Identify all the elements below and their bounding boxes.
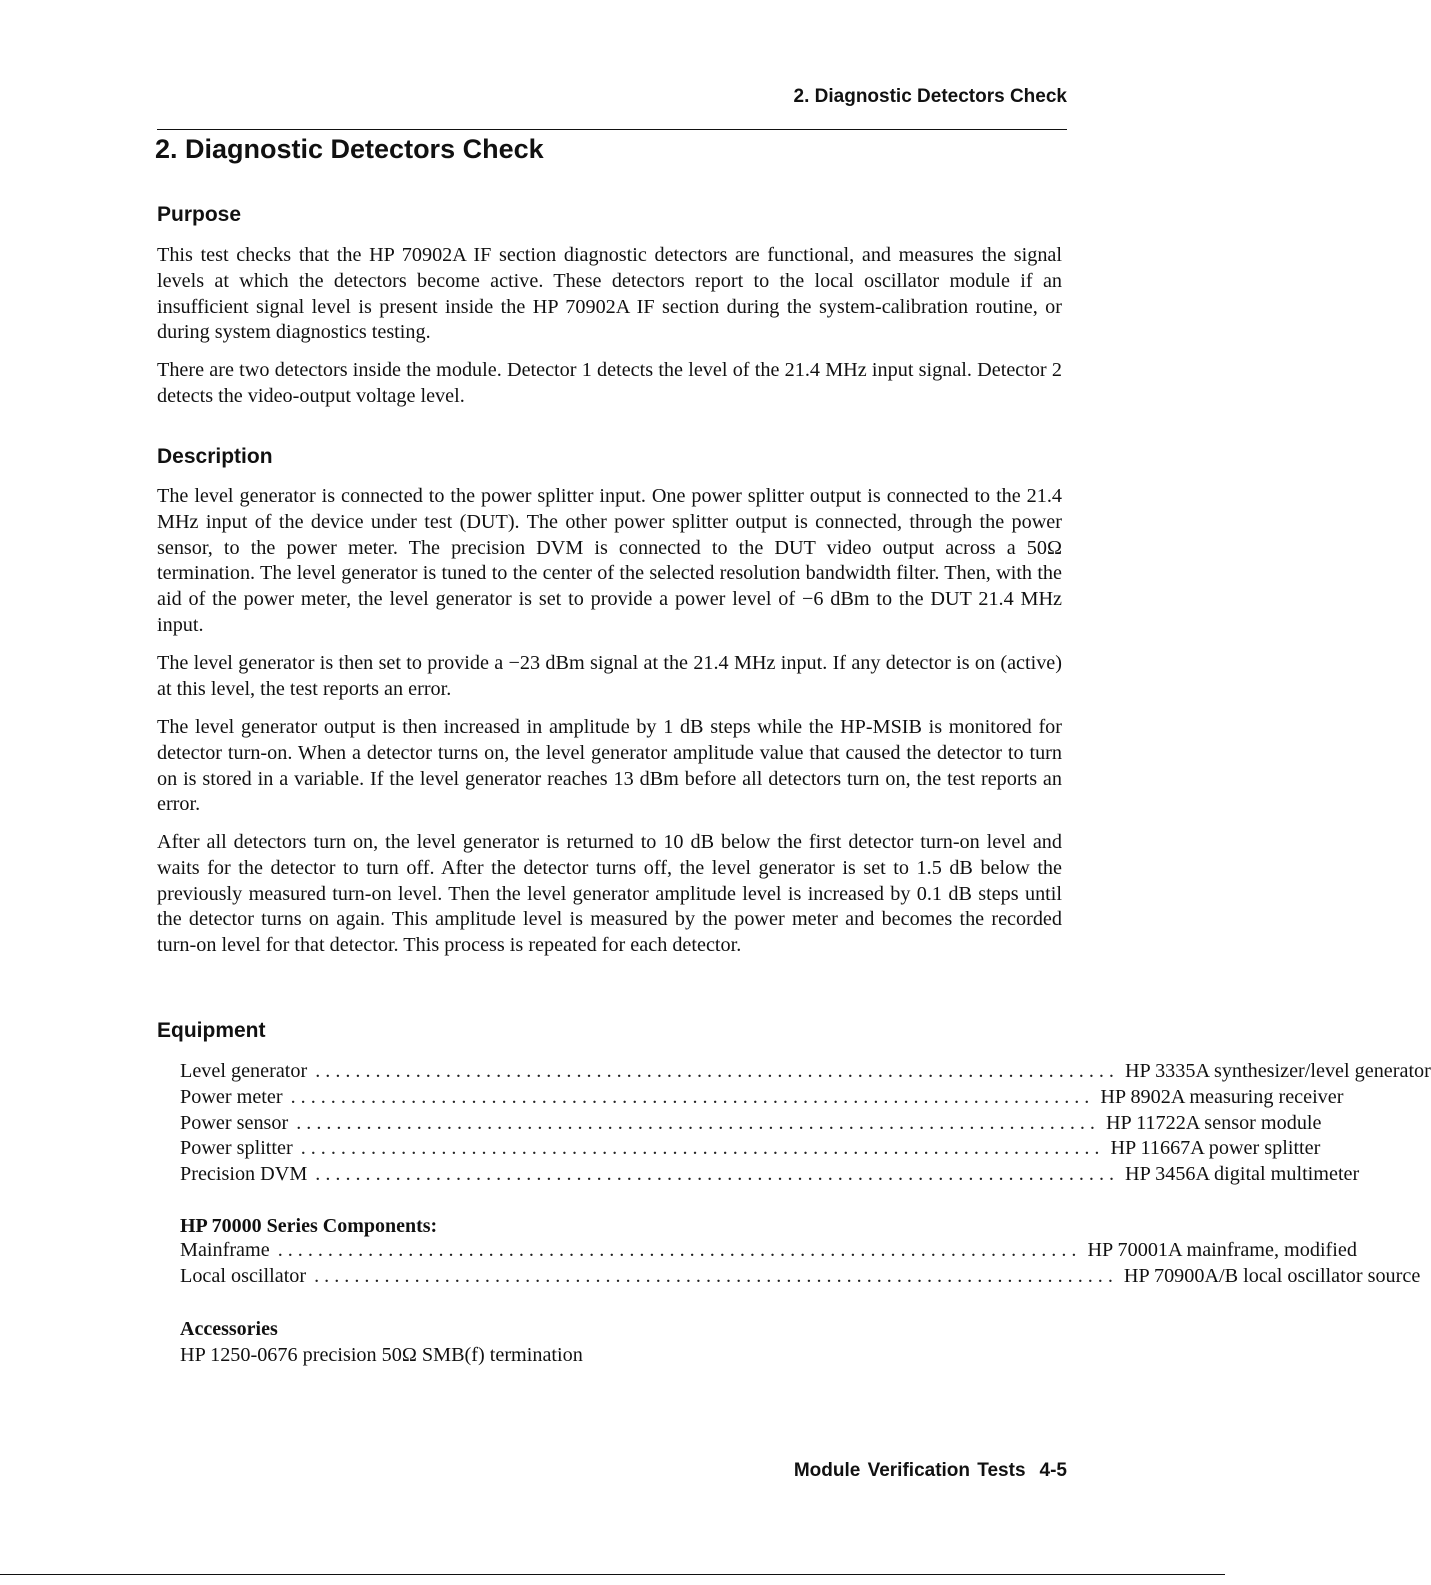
dot-leader: ................................................................................	[290, 1085, 1095, 1108]
dot-leader: ................................................................................	[296, 1111, 1100, 1134]
dot-leader: ................................................................................	[277, 1239, 1082, 1261]
page-title: 2. Diagnostic Detectors Check	[155, 134, 544, 164]
equipment-model: HP 8902A measuring receiver	[1100, 1085, 1344, 1108]
accessory-item: HP 1250-0676 precision 50Ω SMB(f) termination	[180, 1344, 583, 1366]
component-name: Local oscillator	[180, 1264, 307, 1287]
equipment-name: Power splitter	[180, 1137, 293, 1160]
dot-leader: ................................................................................	[300, 1137, 1105, 1160]
equipment-name: Precision DVM	[180, 1163, 308, 1186]
page-number: 4-5	[1039, 1460, 1067, 1481]
accessories-heading: Accessories	[180, 1318, 278, 1340]
equipment-heading: Equipment	[157, 1019, 266, 1042]
component-item	[180, 1239, 1357, 1265]
component-name: Mainframe	[180, 1239, 270, 1261]
bottom-rule	[0, 1574, 1225, 1575]
equipment-name: Level generator	[180, 1060, 308, 1082]
equipment-model: HP 3335A synthesizer/level generator	[1124, 1060, 1431, 1082]
header-rule	[157, 129, 1067, 130]
description-paragraph-2: The level generator is then set to provide a −23 dBm signal at the 21.4 MHz input. If any detector is on (active) at this level, the test reports an error.	[157, 652, 1062, 700]
equipment-list	[180, 1060, 1431, 1189]
components-list	[180, 1239, 1421, 1291]
equipment-item	[180, 1137, 1321, 1163]
equipment-model: HP 11722A sensor module	[1105, 1111, 1322, 1134]
page-footer	[794, 1460, 1067, 1482]
equipment-model: HP 3456A digital multimeter	[1125, 1163, 1360, 1186]
equipment-item	[180, 1111, 1322, 1138]
equipment-name: Power meter	[180, 1085, 283, 1108]
purpose-paragraph-2: There are two detectors inside the module. Detector 1 detects the level of the 21.4 MHz input signal. Detector 2 detects the video-output voltage level.	[157, 359, 1062, 407]
equipment-model: HP 11667A power splitter	[1110, 1137, 1321, 1160]
equipment-item	[180, 1060, 1431, 1086]
equipment-item	[180, 1163, 1360, 1189]
dot-leader: ................................................................................	[315, 1060, 1119, 1082]
description-heading: Description	[157, 445, 273, 468]
dot-leader: ................................................................................	[315, 1163, 1120, 1186]
description-paragraph-3: The level generator output is then increased in amplitude by 1 dB steps while the HP-MSIB is monitored for detector turn-on. When a detector turns on, the level generator amplitude value that caused the detector to turn on is stored in a variable. If the level generator reaches 13 dBm before all detectors turn on, the test reports an error.	[157, 716, 1062, 816]
description-paragraph-1: The level generator is connected to the power splitter input. One power splitter output is connected to the 21.4 MHz input of the device under test (DUT). The other power splitter output is connected, through the power sensor, to the power meter. The precision DVM is connected to the DUT video output across a 50Ω termination. The level generator is tuned to the center of the selected resolution bandwidth filter. Then, with the aid of the power meter, the level generator is set to provide a power level of −6 dBm to the DUT 21.4 MHz input.	[157, 485, 1062, 636]
component-model: HP 70001A mainframe, modified	[1087, 1239, 1357, 1261]
purpose-heading: Purpose	[157, 203, 242, 226]
purpose-paragraph-1: This test checks that the HP 70902A IF section diagnostic detectors are functional, and measures the signal levels at which the detectors become active. These detectors report to the local oscillator module if an insufficient signal level is present inside the HP 70902A IF section during the system-calibration routine, or during system diagnostics testing.	[157, 244, 1062, 344]
component-model: HP 70900A/B local oscillator source	[1123, 1264, 1421, 1287]
running-header: 2. Diagnostic Detectors Check	[793, 86, 1067, 107]
equipment-item	[180, 1085, 1344, 1112]
components-heading: HP 70000 Series Components:	[180, 1215, 438, 1237]
footer-section-title: Module Verification Tests	[793, 1460, 1026, 1481]
component-item	[180, 1264, 1421, 1291]
equipment-name: Power sensor	[180, 1111, 289, 1134]
dot-leader: ................................................................................	[314, 1264, 1118, 1287]
description-paragraph-4: After all detectors turn on, the level generator is returned to 10 dB below the first detector turn-on level and waits for the detector to turn off. After the detector turns off, the level generator is set to 1.5 dB below the previously measured turn-on level. Then the level generator amplitude level is increased by 0.1 dB steps until the detector turns on again. This amplitude level is measured by the power meter and becomes the recorded turn-on level for that detector. This process is repeated for each detector.	[157, 831, 1062, 957]
